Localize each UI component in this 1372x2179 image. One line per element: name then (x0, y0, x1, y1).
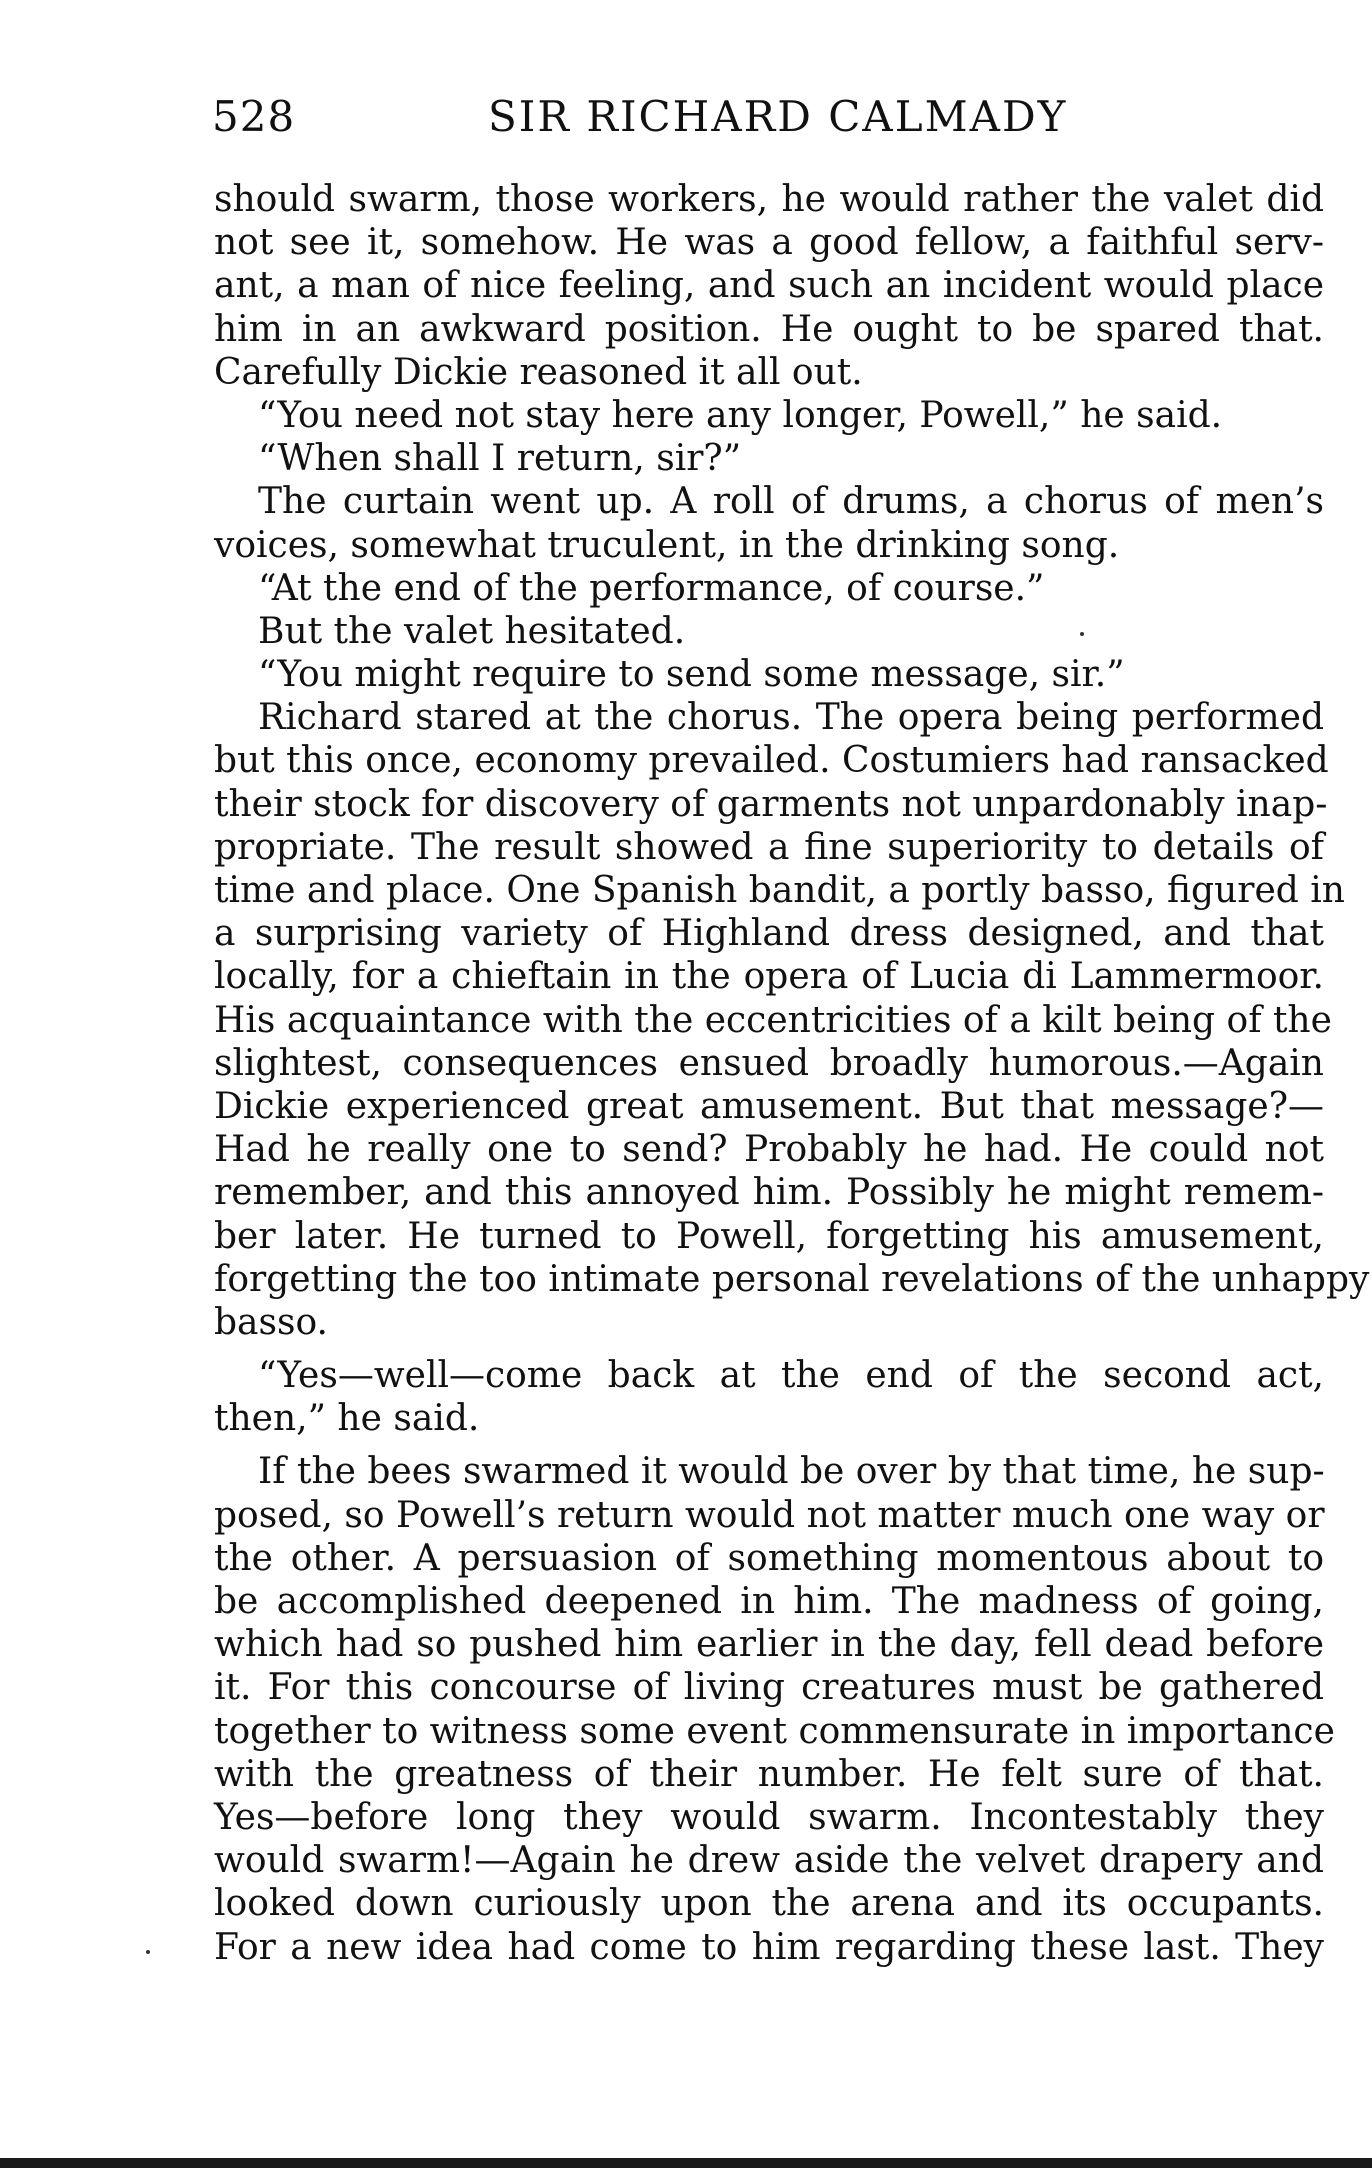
text-line: ant, a man of nice feeling, and such an incident would place (214, 265, 1324, 307)
text-line: The curtain went up. A roll of drums, a chorus of men’s (258, 481, 1324, 523)
print-speck (1080, 632, 1084, 636)
text-line: “You might require to send some message, sir.” (258, 654, 1125, 696)
text-line: would swarm!—Again he drew aside the velvet drapery and (214, 1840, 1324, 1882)
text-line: propriate. The result showed a fine superiority to details of (214, 826, 1324, 868)
text-line: should swarm, those workers, he would rather the valet did (214, 179, 1324, 220)
text-line: “When shall I return, sir?” (258, 438, 742, 480)
text-line: him in an awkward position. He ought to be spared that. (214, 308, 1324, 350)
text-line: looked down curiously upon the arena and its occupants. (214, 1883, 1324, 1925)
text-line: Had he really one to send? Probably he had. He could not (214, 1129, 1324, 1171)
text-line: voices, somewhat truculent, in the drinking song. (214, 524, 1120, 566)
text-line: Dickie experienced great amusement. But that message?— (214, 1085, 1324, 1127)
text-line: Richard stared at the chorus. The opera being performed (258, 697, 1324, 739)
text-line: “At the end of the performance, of course.” (258, 567, 1045, 609)
text-line: the other. A persuasion of something momentous about to (214, 1537, 1324, 1579)
text-line: basso. (214, 1301, 328, 1343)
text-line: it. For this concourse of living creatures must be gathered (214, 1667, 1324, 1709)
text-line: “You need not stay here any longer, Powell,” he said. (258, 394, 1223, 436)
text-line: be accomplished deepened in him. The madness of going, (214, 1581, 1324, 1622)
body-text (214, 178, 1370, 1969)
text-line: “Yes—well—come back at the end of the second act, (258, 1355, 1324, 1397)
text-line: time and place. One Spanish bandit, a portly basso, figured in (214, 870, 1345, 911)
print-speck (146, 1950, 150, 1954)
text-line: then,” he said. (214, 1398, 480, 1440)
text-line: which had so pushed him earlier in the day, fell dead before (214, 1624, 1324, 1666)
text-line: Yes—before long they would swarm. Incontestably they (214, 1796, 1324, 1838)
text-line: but this once, economy prevailed. Costumiers had ransacked (214, 740, 1329, 782)
text-line: Carefully Dickie reasoned it all out. (214, 351, 863, 393)
text-line: a surprising variety of Highland dress designed, and that (214, 913, 1324, 955)
text-line: slightest, consequences ensued broadly humorous.—Again (214, 1042, 1324, 1084)
text-line: forgetting the too intimate personal revelations of the unhappy (214, 1258, 1370, 1300)
text-line: with the greatness of their number. He felt sure of that. (214, 1753, 1324, 1795)
page-number: 528 (212, 92, 296, 141)
text-line: together to witness some event commensurate in importance (214, 1710, 1335, 1752)
bottom-scan-rule (0, 2158, 1372, 2168)
running-title: SIR RICHARD CALMADY (488, 92, 1068, 141)
text-line: remember, and this annoyed him. Possibly he might remem- (214, 1172, 1324, 1214)
text-line: For a new idea had come to him regarding these last. They (214, 1926, 1324, 1968)
text-line: posed, so Powell’s return would not matter much one way or (214, 1494, 1325, 1536)
running-head (212, 92, 1312, 152)
text-line: If the bees swarmed it would be over by that time, he sup- (258, 1451, 1325, 1493)
text-line: not see it, somehow. He was a good fellow, a faithful serv- (214, 222, 1324, 264)
text-line: But the valet hesitated. (258, 610, 686, 652)
text-line: locally, for a chieftain in the opera of Lucia di Lammermoor. (214, 956, 1324, 998)
text-line: their stock for discovery of garments not unpardonably inap- (214, 783, 1328, 825)
text-line: His acquaintance with the eccentricities of a kilt being of the (214, 999, 1332, 1041)
text-line: ber later. He turned to Powell, forgetting his amusement, (214, 1215, 1324, 1257)
